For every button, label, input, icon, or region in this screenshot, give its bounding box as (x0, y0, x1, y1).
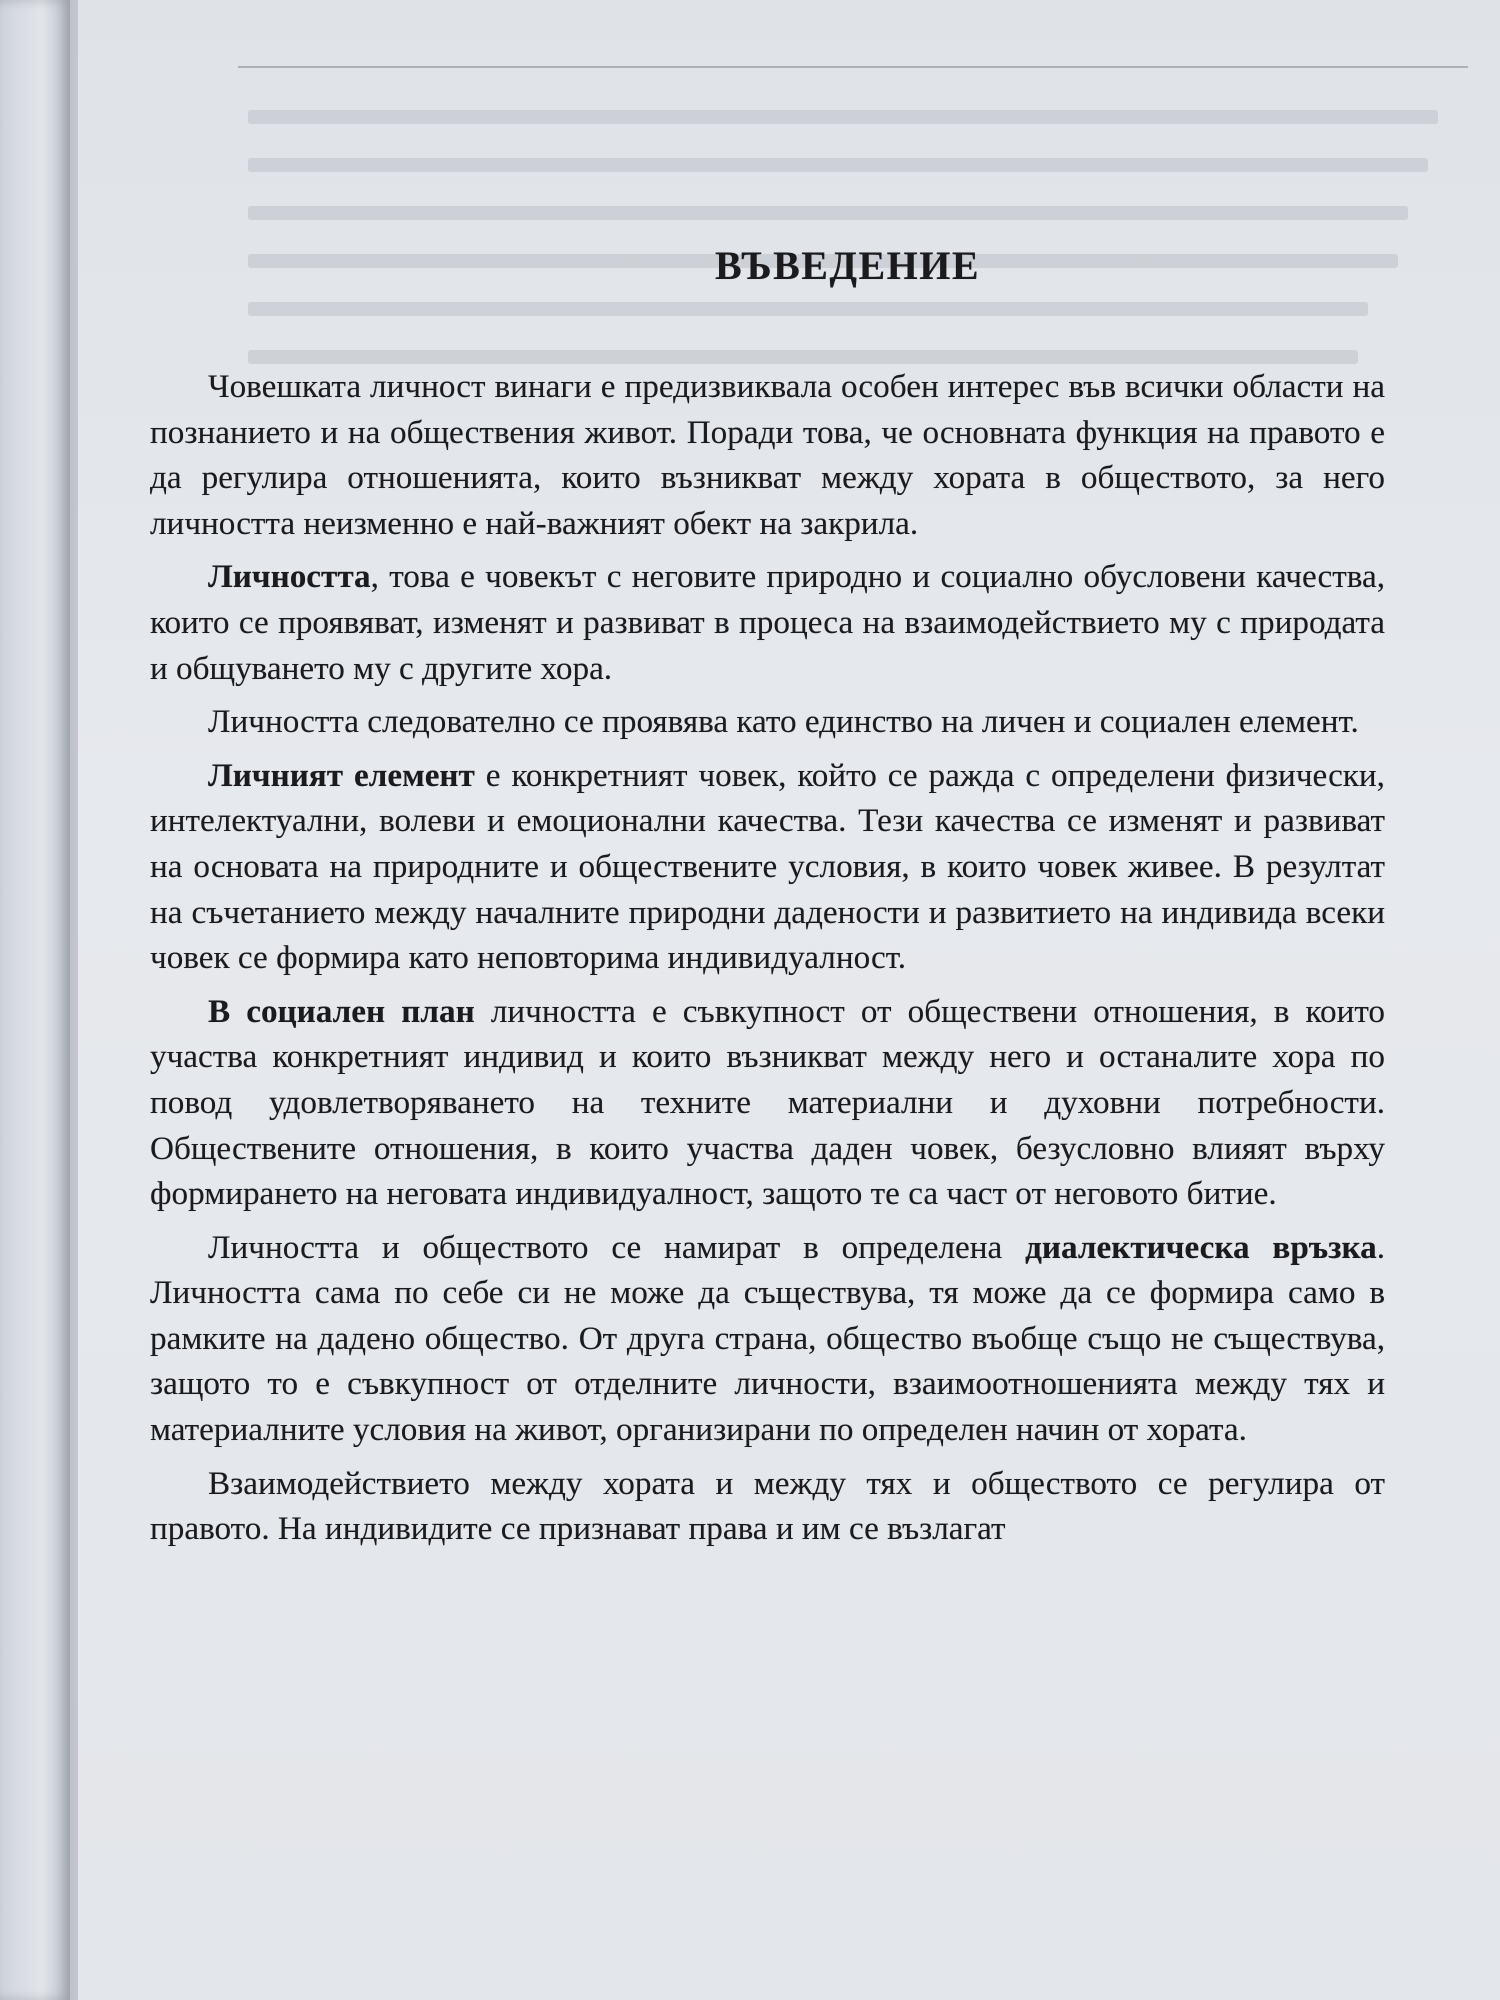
bleed-through-text-line (248, 206, 1408, 220)
page-text (150, 240, 1385, 1560)
paragraph (150, 554, 1385, 691)
bold-term: Личният елемент (208, 756, 475, 794)
paragraph (150, 753, 1385, 981)
paragraph (150, 1461, 1385, 1552)
paragraph (150, 1225, 1385, 1453)
page-heading: ВЪВЕДЕНИЕ (714, 243, 981, 288)
bold-term: В социален план (208, 992, 475, 1030)
bleed-through-header-rule (238, 66, 1468, 68)
paragraph-text: личността е съвкупност от обществени отношения, в които участва конкретният индивид и които възникват между него и останалите хора по повод удовлетворяването на техните материални и духовни потребности. Обществените отношения, в които участва даден човек, безусловно влияят върху формирането на неговата индивидуалност, защото те са част от неговото битие. (150, 992, 1385, 1213)
paragraph-list (150, 364, 1385, 1552)
bleed-through-text-line (248, 110, 1438, 124)
paragraph-text: Взаимодействието между хората и между тях и обществото се регулира от правото. На индивидите се признават права и им се възлагат (150, 1464, 1385, 1548)
paragraph (150, 699, 1385, 745)
paragraph-text: е конкретният човек, който се ражда с определени физически, интелектуални, волеви и емоционални качества. Тези качества се изменят и развиват на основата на природните и обществените условия, в които човек живее. В резултат на съчетанието между началните природни дадености и развитието на индивида всеки човек се формира като неповторима индивидуалност. (150, 756, 1385, 977)
paragraph-text: Личността и обществото се намират в определена (208, 1228, 1026, 1266)
paragraph-text: Човешката личност винаги е предизвиквала особен интерес във всички области на познанието и на обществения живот. Поради това, че основната функция на правото е да регулира отношенията, които възникват между хората в обществото, за него личността неизменно е най-важният обект на закрила. (150, 368, 1385, 542)
paragraph-text: , това е човекът с неговите природно и социално обусловени качества, които се проявяват, изменят и развиват в процеса на взаимодействието му с природата и общуването му с другите хора. (150, 558, 1385, 687)
facing-page-edge (0, 0, 70, 2000)
bleed-through-text-line (248, 158, 1428, 172)
bold-term: диалектическа връзка (1025, 1228, 1377, 1266)
paragraph-text: Личността следователно се проявява като единство на личен и социален елемент. (208, 703, 1359, 741)
paragraph (150, 989, 1385, 1217)
paragraph-text: . Личността сама по себе си не може да съществува, тя може да се формира само в рамките на дадено общество. От друга страна, общество въобще също не съществува, защото то е съвкупност от отделните личности, взаимоотношенията между тях и материалните условия на живот, организирани по определен начин от хората. (150, 1228, 1385, 1449)
paragraph (150, 364, 1385, 546)
bold-term: Личността (208, 558, 371, 596)
